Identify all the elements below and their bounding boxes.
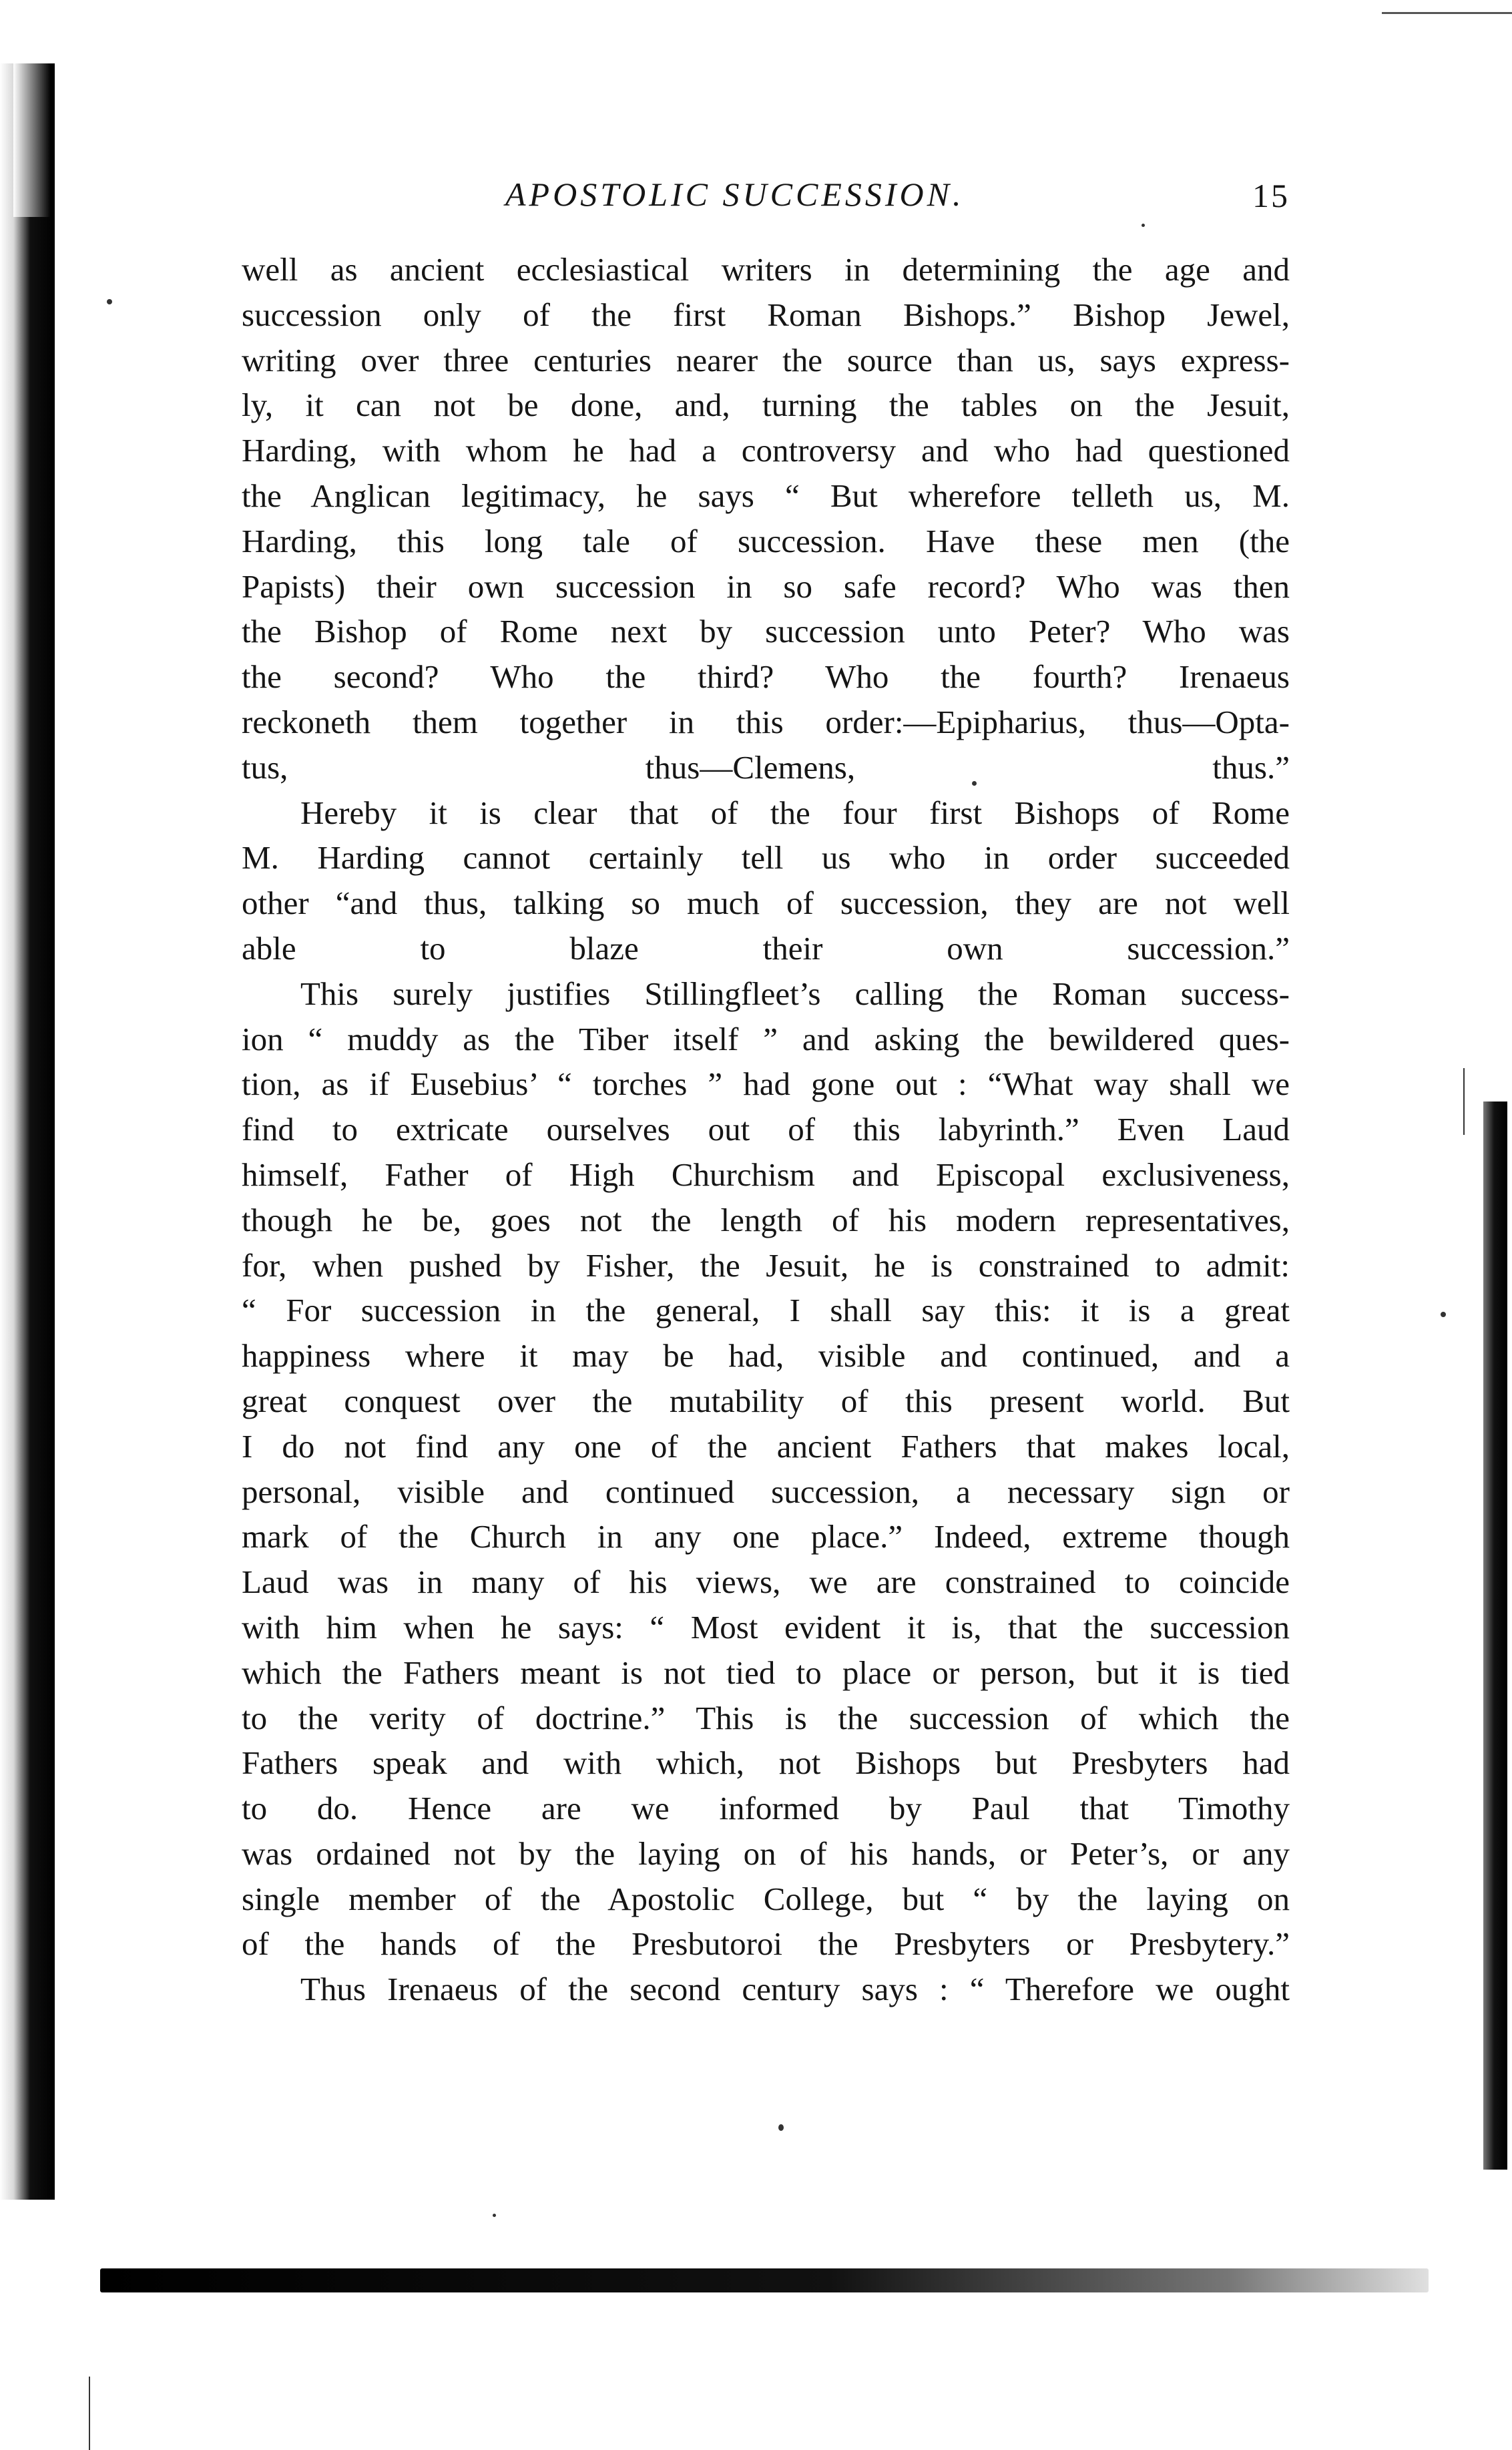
book-spine-shadow (0, 63, 55, 2200)
top-edge-line (1382, 12, 1512, 14)
right-edge-shadow (1483, 1101, 1507, 2170)
body-text (242, 247, 1290, 2012)
paragraph-1: well as ancient ecclesiastical writers in determining the age and succession only of the first Roman Bishops.” Bishop Jewel, writing over three centuries nearer the source than us, says express- ly, it can not be done, and, turning the tables on the Jesuit, Harding, with whom he had a controversy and who had questioned the Anglican legitimacy, he says “ But wherefore telleth us, M. Harding, this long tale of succession. Have these men (the Papists) their own succession in so safe record? Who was then the Bishop of Rome next by succession unto Peter? Who was the second? Who the third? Who the fourth? Irenaeus reckoneth them together in this order:—Epipharius, thus—Opta- tus, thus—Clemens, thus.” (242, 251, 1290, 786)
paragraph-2: Hereby it is clear that of the four first Bishops of Rome M. Harding cannot certainly tell us who in order succeeded other “and thus, talking so much of succession, they are not well able to blaze their own succession.” (242, 794, 1290, 967)
scan-speck (493, 2214, 496, 2217)
bottom-edge-shadow (100, 2268, 1429, 2292)
scan-speck (1441, 1312, 1446, 1317)
scan-speck (778, 2124, 784, 2131)
book-spine-edge (13, 63, 50, 217)
page-number: 15 (1252, 177, 1290, 214)
margin-line (1463, 1068, 1465, 1135)
page-header (242, 175, 1290, 228)
margin-line (89, 2377, 90, 2450)
paragraph-3: This surely justifies Stillingfleet’s calling the Roman success- ion “ muddy as the Tiber itself ” and asking the bewildered ques- tion, as if Eusebius’ “ torches ” had gone out : “What way shall we find to extricate ourselves out of this labyrinth.” Even Laud himself, Father of High Churchism and Episcopal exclusiveness, though he be, goes not the length of his modern representatives, for, when pushed by Fisher, the Jesuit, he is constrained to admit: “ For succession in the general, I shall say this: it is a great happiness where it may be had, visible and continued, and a great conquest over the mutability of this present world. But I do not find any one of the ancient Fathers that makes local, personal, visible and continued succession, a necessary sign or mark of the Church in any one place.” Indeed, extreme though Laud was in many of his views, we are constrained to coincide with him when he says: “ Most evident it is, that the succession which the Fathers meant is not tied to place or person, but it is tied to the verity of doctrine.” This is the succession of which the Fathers speak and with which, not Bishops but Presbyters had to do. Hence are we informed by Paul that Timothy was ordained not by the laying on of his hands, or Peter’s, or any single member of the Apostolic College, but “ by the laying on of the hands of the Presbutoroi the Presbyters or Presbytery.” (242, 975, 1290, 1963)
running-title: APOSTOLIC SUCCESSION. (505, 176, 965, 213)
paragraph-4: Thus Irenaeus of the second century says : “ Therefore we ought (300, 1971, 1290, 2008)
scan-speck (107, 299, 112, 304)
